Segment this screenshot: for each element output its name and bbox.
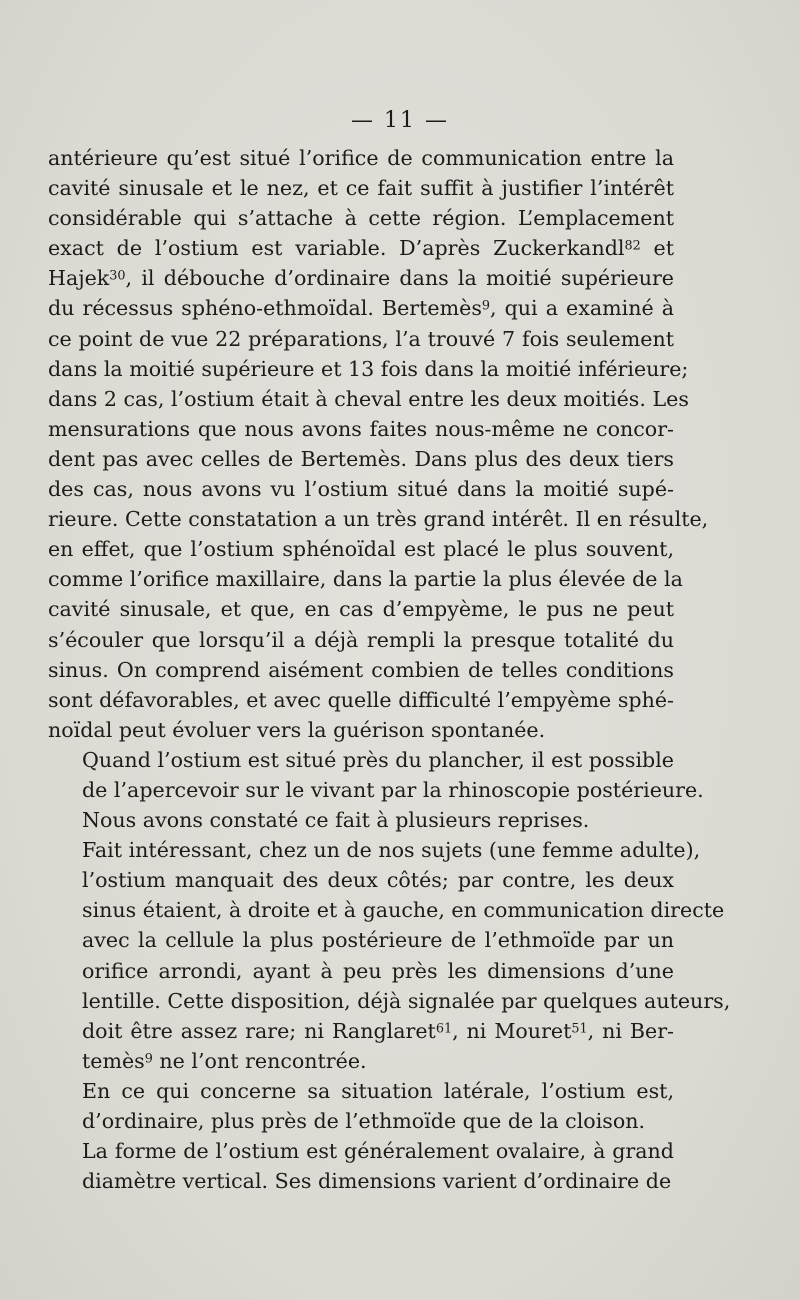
text-line: diamètre vertical. Ses dimensions varient d’ordinaire de <box>82 1169 672 1194</box>
text-line: l’ostium manquait des deux côtés; par contre, les deux <box>82 868 674 893</box>
text-line: En ce qui concerne sa situation latérale, l’ostium est, <box>82 1078 674 1103</box>
text-line: antérieure qu’est situé l’orifice de communication entre la <box>48 146 674 170</box>
footnote-ref: 9 <box>481 298 491 314</box>
paragraph <box>48 745 704 835</box>
text-line: Fait intéressant, chez un de nos sujets (une femme adulte), <box>82 838 701 863</box>
text-line: Quand l’ostium est situé près du plancher, il est possible <box>82 747 674 772</box>
text-line: rieure. Cette constatation a un très grand intérêt. Il en résulte, <box>48 507 709 532</box>
text-line: sont défavorables, et avec quelle difficulté l’empyème sphé- <box>48 687 674 712</box>
paragraph <box>48 1136 674 1196</box>
body-text <box>48 143 731 1196</box>
text-line: sinus étaient, à droite et à gauche, en communication directe <box>82 898 725 923</box>
paragraph <box>48 143 709 745</box>
footnote-ref: 82 <box>624 238 641 254</box>
text-line: cavité sinusale et le nez, et ce fait suffit à justifier l’intérêt <box>48 176 674 201</box>
footnote-ref: 9 <box>144 1051 153 1067</box>
text-line: comme l’orifice maxillaire, dans la partie la plus élevée de la <box>48 567 683 592</box>
text-line: dent pas avec celles de Bertemès. Dans plus des deux tiers <box>48 446 674 471</box>
text-line: dans 2 cas, l’ostium était à cheval entre les deux moitiés. Les <box>48 386 689 411</box>
text-line: cavité sinusale, et que, en cas d’empyème, le pus ne peut <box>48 597 674 622</box>
footnote-ref: 51 <box>571 1020 588 1036</box>
text-line: des cas, nous avons vu l’ostium situé dans la moitié supé- <box>48 477 674 502</box>
footnote-ref: 30 <box>109 268 126 284</box>
text-line: exact de l’ostium est variable. D’après Zuckerkandl$^{82}$ et <box>48 236 674 261</box>
text-line: ce point de vue 22 préparations, l’a trouvé 7 fois seulement <box>48 326 674 351</box>
text-line: Nous avons constaté ce fait à plusieurs reprises. <box>82 808 590 833</box>
text-line: considérable qui s’attache à cette région. L’emplacement <box>48 206 674 231</box>
paragraph <box>48 835 731 1076</box>
text-line: lentille. Cette disposition, déjà signalée par quelques auteurs, <box>82 988 731 1013</box>
page-number: — 11 — <box>351 108 449 133</box>
text-line: La forme de l’ostium est généralement ovalaire, à grand <box>82 1139 674 1164</box>
text-line: doit être assez rare; ni Ranglaret$^{61}$, ni Mouret$^{51}$, ni Ber- <box>82 1018 675 1043</box>
paragraph <box>48 1076 674 1136</box>
text-line: du récessus sphéno-ethmoïdal. Bertemès$^9$, qui a examiné à <box>48 296 674 321</box>
text-line: orifice arrondi, ayant à peu près les dimensions d’une <box>82 958 674 983</box>
text-line: d’ordinaire, plus près de l’ethmoïde que de la cloison. <box>82 1109 646 1133</box>
text-line: Hajek$^{30}$, il débouche d’ordinaire dans la moitié supérieure <box>48 266 674 291</box>
text-line: temès$^9$ ne l’ont rencontrée. <box>82 1048 367 1073</box>
text-line: de l’apercevoir sur le vivant par la rhinoscopie postérieure. <box>82 777 704 802</box>
text-line: s’écouler que lorsqu’il a déjà rempli la presque totalité du <box>48 627 674 652</box>
text-line: noïdal peut évoluer vers la guérison spontanée. <box>48 717 546 742</box>
text-line: dans la moitié supérieure et 13 fois dans la moitié inférieure; <box>48 356 689 381</box>
footnote-ref: 61 <box>435 1020 453 1036</box>
text-line: avec la cellule la plus postérieure de l’ethmoïde par un <box>82 928 674 953</box>
text-line: mensurations que nous avons faites nous-même ne concor- <box>48 416 674 441</box>
text-line: en effet, que l’ostium sphénoïdal est placé le plus souvent, <box>48 537 674 562</box>
text-line: sinus. On comprend aisément combien de telles conditions <box>48 657 674 682</box>
